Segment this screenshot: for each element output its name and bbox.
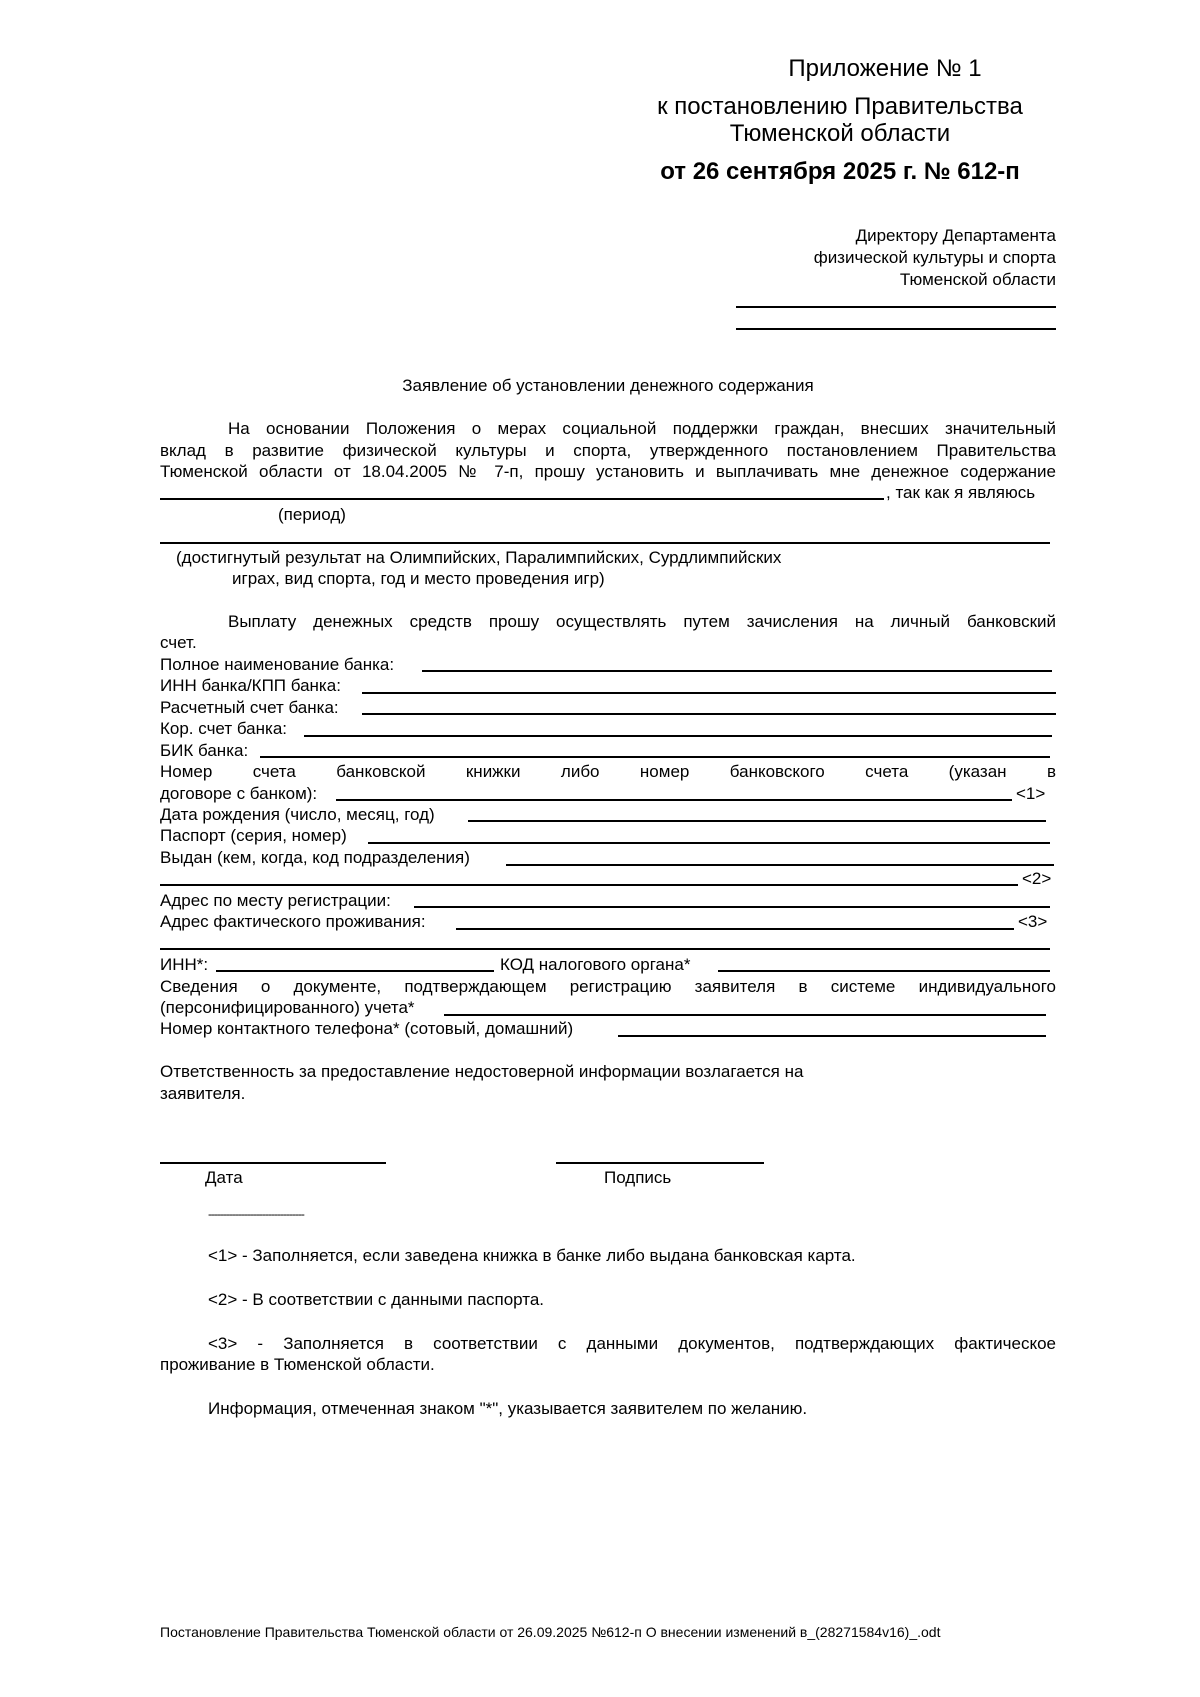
signature-label: Подпись <box>604 1168 672 1187</box>
issued-by-field[interactable] <box>506 864 1054 866</box>
actual-address-field-2[interactable] <box>160 948 1050 950</box>
issued-by-field-2[interactable] <box>160 884 1018 886</box>
birth-date-label: Дата рождения (число, месяц, год) <box>160 805 435 824</box>
date-signature-field[interactable] <box>160 1162 386 1164</box>
issued-by-label: Выдан (кем, когда, код подразделения) <box>160 848 470 867</box>
corr-account-label: Кор. счет банка: <box>160 719 288 738</box>
intro-line-2: вклад в развитие физической культуры и спорта, утвержденного постановлением Правительства <box>160 441 1056 460</box>
bank-inn-kpp-field[interactable] <box>362 692 1056 694</box>
inn-field[interactable] <box>216 970 494 972</box>
phone-field[interactable] <box>618 1035 1046 1037</box>
snils-label-line-2: (персонифицированного) учета* <box>160 998 415 1017</box>
resolution-line-1: к постановлению Правительства <box>657 93 1023 120</box>
reg-address-label: Адрес по месту регистрации: <box>160 891 391 910</box>
addressee-line-3: Тюменской области <box>899 270 1056 289</box>
actual-address-label: Адрес фактического проживания: <box>160 912 426 931</box>
responsibility-line-2: заявителя. <box>160 1084 246 1103</box>
footnote-ref-3: <3> <box>1018 912 1048 931</box>
appendix-title: Приложение № 1 <box>788 55 982 82</box>
settlement-account-field[interactable] <box>362 713 1056 715</box>
addressee-name-field-2[interactable] <box>736 328 1056 330</box>
footnote-4: Информация, отмеченная знаком "*", указывается заявителем по желанию. <box>208 1399 808 1418</box>
achievement-caption-2: играх, вид спорта, год и место проведения игр) <box>232 569 605 588</box>
inn-label: ИНН*: <box>160 955 209 974</box>
page-footer-filename: Постановление Правительства Тюменской области от 26.09.2025 №612-п О внесении изменений в_(28271584v16)_.odt <box>160 1624 941 1640</box>
footnote-1: <1> - Заполняется, если заведена книжка в банке либо выдана банковская карта. <box>208 1246 856 1265</box>
signature-field[interactable] <box>556 1162 764 1164</box>
snils-label-line-1: Сведения о документе, подтверждающем регистрацию заявителя в системе индивидуального <box>160 977 1056 996</box>
bank-name-field[interactable] <box>422 670 1052 672</box>
settlement-account-label: Расчетный счет банка: <box>160 698 339 717</box>
corr-account-field[interactable] <box>304 735 1052 737</box>
addressee-line-2: физической культуры и спорта <box>813 248 1056 267</box>
actual-address-field[interactable] <box>456 928 1014 930</box>
addressee-line-1: Директору Департамента <box>855 226 1056 245</box>
bik-label: БИК банка: <box>160 741 249 760</box>
footnote-3-line-1: <3> - Заполняется в соответствии с данными документов, подтверждающих фактическое <box>208 1334 1056 1353</box>
date-label: Дата <box>205 1168 243 1187</box>
resolution-date-number: от 26 сентября 2025 г. № 612-п <box>660 158 1020 185</box>
achievement-field[interactable] <box>160 542 1050 544</box>
footnote-separator: -------------------------------- <box>208 1207 304 1221</box>
payment-line-1: Выплату денежных средств прошу осуществлять путем зачисления на личный банковский <box>228 612 1056 631</box>
birth-date-field[interactable] <box>468 820 1046 822</box>
responsibility-line-1: Ответственность за предоставление недостоверной информации возлагается на <box>160 1062 804 1081</box>
footnote-ref-1: <1> <box>1016 784 1046 803</box>
tax-code-field[interactable] <box>718 970 1050 972</box>
document-title: Заявление об установлении денежного содержания <box>402 376 814 395</box>
period-field[interactable] <box>160 498 884 500</box>
resolution-line-2: Тюменской области <box>729 120 951 147</box>
footnote-2: <2> - В соответствии с данными паспорта. <box>208 1290 545 1309</box>
intro-line-3: Тюменской области от 18.04.2005 № 7-п, прошу установить и выплачивать мне денежное содержание <box>160 462 1056 481</box>
reg-address-field[interactable] <box>414 906 1050 908</box>
addressee-name-field[interactable] <box>736 306 1056 308</box>
bank-inn-kpp-label: ИНН банка/КПП банка: <box>160 676 341 695</box>
passbook-field[interactable] <box>336 799 1012 801</box>
passport-field[interactable] <box>368 842 1050 844</box>
passbook-label-line-1: Номер счета банковской книжки либо номер банковского счета (указан в <box>160 762 1056 781</box>
phone-label: Номер контактного телефона* (сотовый, домашний) <box>160 1019 574 1038</box>
passbook-label-line-2: договоре с банком): <box>160 784 318 803</box>
passport-label: Паспорт (серия, номер) <box>160 826 347 845</box>
payment-line-2: счет. <box>160 633 197 652</box>
footnote-ref-2: <2> <box>1022 869 1052 888</box>
intro-line-1: На основании Положения о мерах социальной поддержки граждан, внесших значительный <box>228 419 1056 438</box>
period-caption: (период) <box>278 505 346 524</box>
bank-name-label: Полное наименование банка: <box>160 655 395 674</box>
achievement-caption-1: (достигнутый результат на Олимпийских, Паралимпийских, Сурдлимпийских <box>176 548 782 567</box>
tax-code-label: КОД налогового органа* <box>500 955 691 974</box>
intro-line-4-suffix: , так как я являюсь <box>886 483 1036 502</box>
footnote-3-line-2: проживание в Тюменской области. <box>160 1355 435 1374</box>
snils-field[interactable] <box>444 1014 1046 1016</box>
bik-field[interactable] <box>260 756 1050 758</box>
